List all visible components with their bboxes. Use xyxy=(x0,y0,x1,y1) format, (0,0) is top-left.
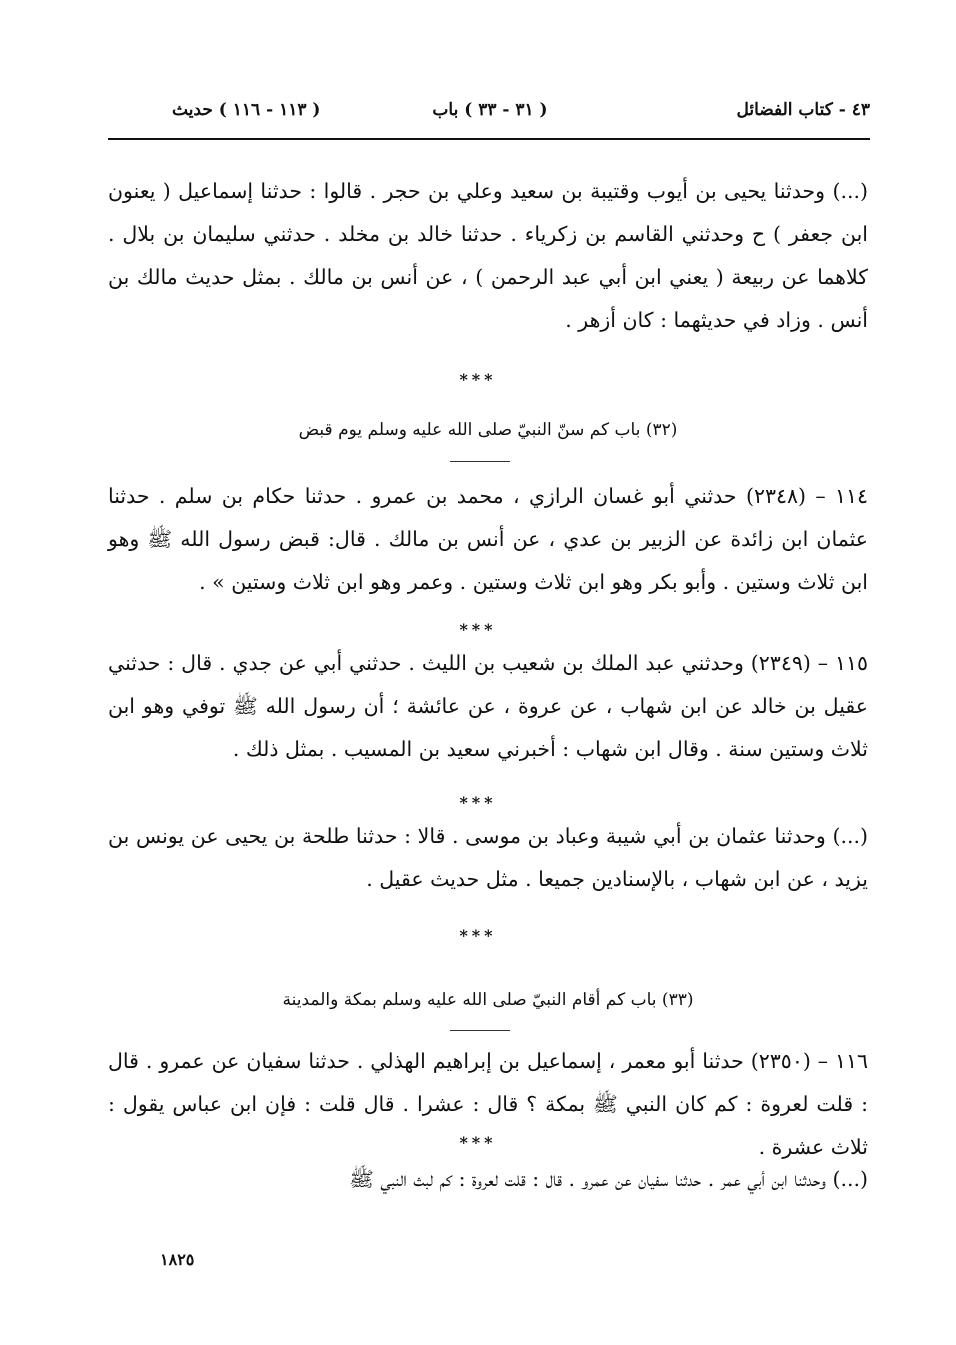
hadith-paragraph-115b: (...) وحدثنا عثمان بن أبي شيبة وعباد بن موسى . قالا : حدثنا طلحة بن يحيى عن يونس بن يزيد ، عن ابن شهاب ، بالإسنادين جميعا . مثل حديث عقيل . xyxy=(108,824,868,891)
header-book-title: ٤٣ - كتاب الفضائل xyxy=(736,100,870,120)
page-number: ١٨٢٥ xyxy=(160,1250,195,1269)
section-separator: *** xyxy=(459,1133,497,1152)
chapter-underline xyxy=(450,461,510,462)
section-separator: *** xyxy=(459,793,497,812)
section-separator: *** xyxy=(459,370,497,389)
chapter-underline xyxy=(450,1030,510,1031)
chapter-heading-33: (٣٣) باب كم أقام النبيّ صلى الله عليه وسلم بمكة والمدينة xyxy=(282,990,694,1010)
hadith-paragraph-114: ١١٤ – (٢٣٤٨) حدثني أبو غسان الرازي ، محمد بن عمرو . حدثنا حكام بن سلم . حدثنا عثمان ابن زائدة عن الزبير بن عدي ، عن أنس بن مالك . قال: قبض رسول الله ﷺ وهو ابن ثلاث وستين . وأبو بكر وهو ابن ثلاث وستين . وعمر وهو ابن ثلاث وستين » . xyxy=(108,484,868,594)
header-chapter-range: ( ٣١ - ٣٣ ) باب xyxy=(432,100,548,120)
section-separator: *** xyxy=(459,620,497,639)
running-header xyxy=(110,100,870,132)
hadith-paragraph-116b: (...) وحدثنا ابن أبي عمر . حدثنا سفيان عن عمرو . قال : قلت لعروة : كم لبث النبي ﷺ xyxy=(349,1167,868,1191)
hadith-paragraph-115: ١١٥ – (٢٣٤٩) وحدثني عبد الملك بن شعيب بن الليث . حدثني أبي عن جدي . قال : حدثني عقيل بن خالد عن ابن شهاب ، عن عروة ، عن عائشة ؛ أن رسول الله ﷺ توفي وهو ابن ثلاث وستين سنة . وقال ابن شهاب : أخبرني سعيد بن المسيب . بمثل ذلك . xyxy=(108,651,868,761)
section-separator: *** xyxy=(459,926,497,945)
hadith-paragraph-1: (...) وحدثنا يحيى بن أيوب وقتيبة بن سعيد وعلي بن حجر . قالوا : حدثنا إسماعيل ( يعنون ابن جعفر ) ح وحدثني القاسم بن زكرياء . حدثنا خالد بن مخلد . حدثني سليمان بن بلال . كلاهما عن ربيعة ( يعني ابن أبي عبد الرحمن ) ، عن أنس بن مالك . بمثل حديث مالك بن أنس . وزاد في حديثهما : كان أزهر . xyxy=(108,179,868,332)
hadith-paragraph-116: ١١٦ – (٢٣٥٠) حدثنا أبو معمر ، إسماعيل بن إبراهيم الهذلي . حدثنا سفيان عن عمرو . قال : قلت لعروة : كم كان النبي ﷺ بمكة ؟ قال : عشرا . قال قلت : فإن ابن عباس يقول : ثلاث عشرة . xyxy=(108,1049,869,1159)
chapter-heading-32: (٣٢) باب كم سنّ النبيّ صلى الله عليه وسلم يوم قبض xyxy=(298,420,678,440)
header-divider xyxy=(108,138,870,140)
header-hadith-range: ( ١١٣ - ١١٦ ) حديث xyxy=(172,100,321,120)
